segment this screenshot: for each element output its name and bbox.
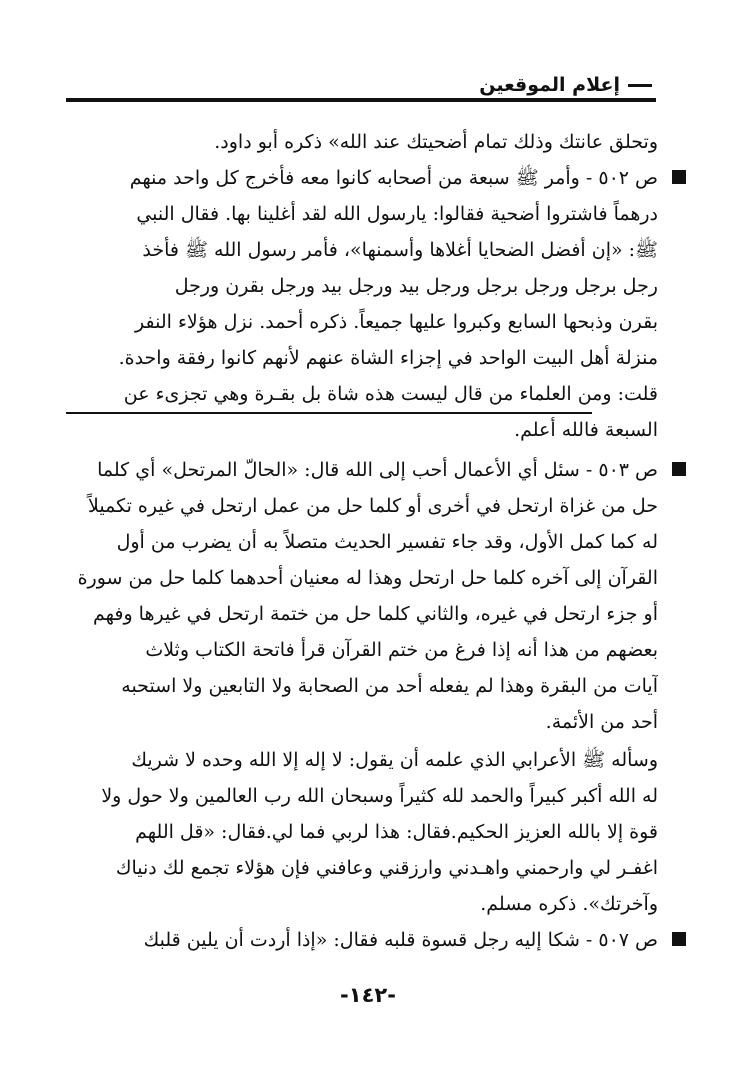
text-line: أحد من الأئمة. (545, 711, 658, 733)
text-line: السبعة فالله أعلم. (514, 419, 658, 441)
header-dash (628, 84, 652, 87)
paragraph-bedouin (66, 742, 658, 922)
text-line: وتحلق عانتك وذلك تمام أضحيتك عند الله» ذكره أبو داود. (214, 131, 658, 153)
text-line: ص ٥٠٧ - شكا إليه رجل قسوة قلبه فقال: «إذا أردت أن يلين قلبك (143, 929, 658, 951)
text-line: ص ٥٠٢ - وأمر ﷺ سبعة من أصحابه كانوا معه فأخرج كل واحد منهم (129, 167, 658, 189)
header-rule (66, 98, 656, 102)
header-title: إعلام الموقعين (479, 74, 620, 96)
page-number: -١٤٢- (340, 983, 396, 1007)
text-line: قلت: ومن العلماء من قال ليست هذه شاة بل بقـرة وهي تجزىء عن (123, 383, 658, 405)
entry-503 (66, 452, 658, 740)
text-line: قوة إلا بالله العزيز الحكيم.فقال: هذا لربي فما لي.فقال: «قل اللهم (135, 821, 658, 843)
text-line: رجل برجل ورجل برجل ورجل بيد ورجل بيد ورجل بقرن ورجل (174, 275, 658, 297)
entry-bullet (672, 462, 686, 476)
text-line: درهماً فاشتروا أضحية فقالوا: يارسول الله لقد أغلينا بها. فقال النبي (136, 203, 658, 225)
entry-bullet (672, 170, 686, 184)
separator-rule (66, 412, 592, 414)
running-header (66, 72, 656, 104)
text-line: أو جزء ارتحل في غيره، والثاني كلما حل من ختمة ارتحل في غيرها وفهم (92, 603, 658, 625)
text-line: ﷺ: «إن أفضل الضحايا أغلاها وأسمنها»، فأمر رسول الله ﷺ فأخذ (142, 239, 658, 261)
entry-bullet (672, 932, 686, 946)
entry-507 (66, 922, 658, 958)
text-line: بعضهم من هذا أنه إذا فرغ من ختم القرآن قرأ فاتحة الكتاب وثلاث (145, 639, 658, 661)
entry-502 (66, 160, 658, 448)
text-line: وسأله ﷺ الأعرابي الذي علمه أن يقول: لا إله إلا الله وحده لا شريك (131, 749, 658, 771)
text-line: له الله أكبر كبيراً والحمد لله كثيراً وسبحان الله رب العالمين ولا حول ولا (101, 785, 658, 807)
intro-paragraph (66, 124, 658, 160)
text-line: آيات من البقرة وهذا لم يفعله أحد من الصحابة ولا التابعين ولا استحبه (121, 675, 658, 697)
text-line: وآخرتك». ذكره مسلم. (480, 893, 658, 915)
text-line: القرآن إلى آخره كلما حل ارتحل وهذا له معنيان أحدهما كلما حل من سورة (77, 567, 658, 589)
text-line: له كما كمل الأول، وقد جاء تفسير الحديث متصلاً به أن يضرب من أول (116, 531, 658, 553)
text-line: اغفـر لي وارحمني واهـدني وارزقني وعافني فإن هؤلاء تجمع لك دنياك (115, 857, 658, 879)
text-line: حل من غزاة ارتحل في أخرى أو كلما حل من عمل ارتحل في غيره تكميلاً (88, 495, 658, 517)
text-line: بقرن وذبحها السابع وكبروا عليها جميعاً. ذكره أحمد. نزل هؤلاء النفر (135, 311, 658, 333)
text-line: منزلة أهل البيت الواحد في إجزاء الشاة عنهم لأنهم كانوا رفقة واحدة. (118, 347, 658, 369)
text-line: ص ٥٠٣ - سئل أي الأعمال أحب إلى الله قال: «الحالّ المرتحل» أي كلما (97, 459, 658, 481)
